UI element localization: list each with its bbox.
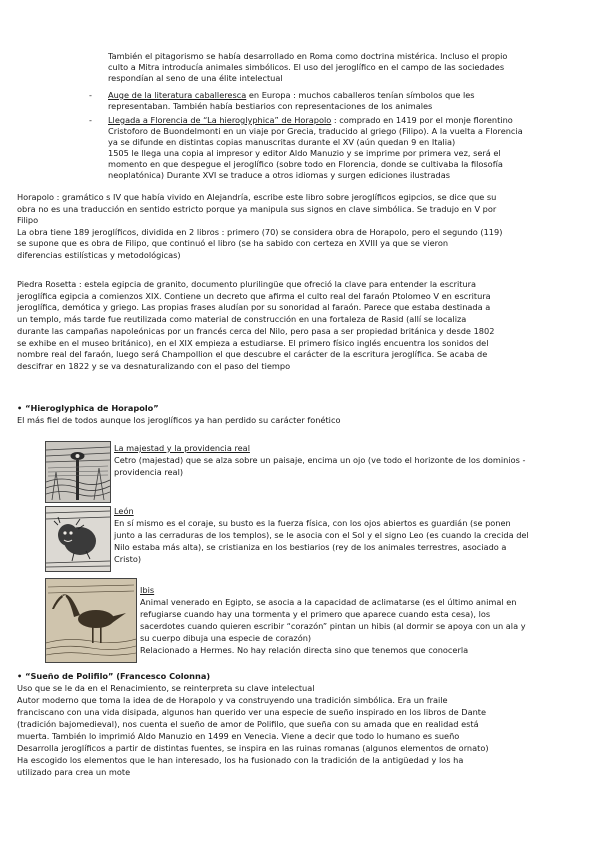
- text-line: Animal venerado en Egipto, se asocia a la capacidad de aclimatarse (es el último animal en: [140, 597, 517, 607]
- bullet-text: : comprado en 1419 por el monje florentino: [331, 115, 513, 125]
- ibis-woodcut-image: [45, 578, 137, 663]
- text-line: Relacionado a Hermes. No hay relación directa sino que tenemos que conocerla: [140, 645, 469, 655]
- text-line: Cristoforo de Buondelmonti en un viaje por Grecia, traducido al griego (Filipo). A la vuelta a Florencia: [108, 126, 523, 136]
- text-line: Cetro (majestad) que se alza sobre un paisaje, encima un ojo (ve todo el horizonte de los dominios -: [114, 455, 526, 465]
- lion-icon: [46, 507, 110, 571]
- text-line: franciscano con una vida disipada, algunos han querido ver una especie de sueño inspirado en los libros de Dante: [17, 707, 487, 717]
- entry-title: La majestad y la providencia real: [114, 443, 250, 453]
- text-line: Nilo estaba más alta), se cristianiza en los bestiarios (rey de los animales terrestres, asociado a: [114, 542, 507, 552]
- text-line: respondían al seno de una élite intelectual: [108, 73, 283, 83]
- entry-title: Ibis: [140, 585, 155, 595]
- text-line: Autor moderno que toma la idea de de Horapolo y va construyendo una tradición simbólica. Era un fraile: [17, 695, 448, 705]
- text-line: ya se difunde en distintas copias manuscritas durante el XV (aún quedan 9 en Italia): [108, 137, 456, 147]
- text-line: neoplatónica) Durante XVI se traduce a otros idiomas y surgen ediciones ilustradas: [108, 170, 451, 180]
- entry-title: León: [114, 506, 134, 516]
- section-subtitle: El más fiel de todos aunque los jeroglíficos ya han perdido su carácter fonético: [17, 415, 341, 425]
- text-line: momento en que despegue el jeroglífico (sobre todo en Florencia, donde se cultivaba la filosofía: [108, 159, 503, 169]
- text-line: sacerdotes cuando quieren escribir “corazón” pintan un hibis (al dormir se apoya con un ala y: [140, 621, 526, 631]
- text-line: obra no es una traducción en sentido estricto porque ya manipula sus signos en clave simbólica. Se tradujo en V por: [17, 203, 497, 214]
- dash-marker: -: [89, 115, 92, 125]
- text-line: un templo, más tarde fue reutilizada como material de construcción en una fortaleza de Rasid (allí se localiza: [17, 314, 467, 325]
- text-line: Piedra Rosetta : estela egipcia de granito, documento plurilingüe que ofreció la clave para entender la escritura: [17, 279, 477, 289]
- text-line: (tradición bajomedieval), nos cuenta el sueño de amor de Polifilo, que sueña con su amada que en realidad está: [17, 719, 479, 729]
- text-line: En sí mismo es el coraje, su busto es la fuerza física, con los ojos abiertos es guardián (se ponen: [114, 518, 511, 528]
- text-line: diferencias estilísticas y metodológicas): [17, 249, 181, 260]
- text-line: muerta. También lo imprimió Aldo Manuzio en 1499 en Venecia. Viene a decir que todo lo humano es sueño: [17, 731, 460, 741]
- bullet-text: en Europa : muchos caballeros tenían símbolos que les: [246, 90, 475, 100]
- section-heading: • “Hieroglyphica de Horapolo”: [17, 403, 159, 413]
- text-line: descifrar en 1822 y se va desnaturalizando con el paso del tiempo: [17, 360, 291, 371]
- text-line: También el pitagorismo se había desarrollado en Roma como doctrina mistérica. Incluso el propio: [108, 51, 508, 61]
- text-line: nombre real del faraón, luego será Champollion el que descubre el carácter de la escritura jeroglífica. Se acaba de: [17, 349, 488, 360]
- text-line: Desarrolla jeroglíficos a partir de distintas fuentes, se inspira en las ruinas romanas (algunos elementos de ornato): [17, 743, 489, 753]
- text-line: su cuerpo dibuja una especie de corazón): [140, 633, 312, 643]
- text-line: refugiarse cuando hay una tormenta y el primero que aparece cuando esta cesa), los: [140, 609, 491, 619]
- text-line: Filipo: [17, 215, 39, 225]
- text-line: Horapolo : gramático s IV que había vivido en Alejandría, escribe este libro sobre jeroglíficos egipcios, se dice que su: [17, 192, 497, 202]
- text-line: Uso que se le da en el Renacimiento, se reinterpreta su clave intelectual: [17, 683, 315, 693]
- bullet-title: Llegada a Florencia de “La hieroglyphica” de Horapolo: [108, 115, 332, 125]
- bullet-title: Auge de la literatura caballeresca: [108, 90, 247, 100]
- text-line: La obra tiene 189 jeroglíficos, dividida en 2 libros : primero (70) se considera obra de Horapolo, pero el segundo (119): [17, 226, 503, 237]
- dash-marker: -: [89, 90, 92, 100]
- text-line: culto a Mitra introducía animales simbólicos. El uso del jeroglífico en el campo de las sociedades: [108, 62, 505, 72]
- text-line: Cristo): [114, 554, 142, 564]
- text-line: 1505 le llega una copia al impresor y editor Aldo Manuzio y se imprime por primera vez, será el: [108, 148, 501, 158]
- leon-woodcut-image: [45, 506, 111, 572]
- ibis-icon: [46, 579, 136, 662]
- text-line: se supone que es obra de Filipo, que continuó el libro (se ha sabido con certeza en XVIII ya que se vieron: [17, 238, 449, 248]
- text-line: utilizado para crea un mote: [17, 767, 131, 777]
- text-line: durante las campañas napoleónicas por un francés cerca del Nilo, pero pasa a ser propiedad británica y desde 1802: [17, 325, 495, 336]
- text-line: providencia real): [114, 467, 184, 477]
- section-heading: • “Sueño de Polifilo” (Francesco Colonna): [17, 671, 211, 681]
- text-line: representaban. También había bestiarios con representaciones de los animales: [108, 101, 433, 111]
- text-line: junto a las cerraduras de los templos), se le asocia con el Sol y el signo Leo (es cuando la crecida del: [114, 530, 529, 540]
- text-line: Ha escogido los elementos que le han interesado, los ha fusionado con la tradición de la antigüedad y los ha: [17, 755, 464, 765]
- text-line: jeroglífica egipcia a comienzos XIX. Contiene un decreto que afirma el culto real del faraón Ptolomeo V en escritura: [17, 290, 491, 301]
- scepter-eye-icon: [46, 442, 110, 502]
- text-line: jeroglífica, demótica y griego. Las propias frases aludían por su sonoridad al faraón. Parece que estaba destinada a: [17, 302, 491, 313]
- text-line: se exhibe en el museo británico), en el XIX empieza a estudiarse. El primero físico inglés encuentra los sonidos del: [17, 337, 489, 348]
- majestad-woodcut-image: [45, 441, 111, 503]
